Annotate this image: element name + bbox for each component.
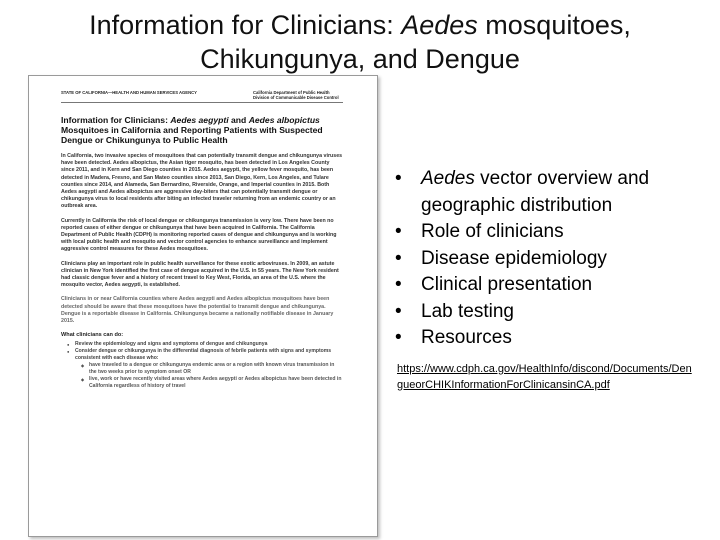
- topic-italic: Aedes: [421, 168, 475, 189]
- doc-title-e: Mosquitoes in California and Reporting Patients with Suspected Dengue or Chikungunya to Public Health: [61, 125, 323, 145]
- doc-paragraph-1: In California, two invasive species of mosquitoes that can potentially transmit dengue and chikungunya viruses have been detected. Aedes albopictus, the Asian tiger mosquito, has been detected in Los Angeles County since 2011, and in Kern and San Diego counties in 2015. Aedes aegypti, the yellow fever mosquito, has been detected in Madera, Fresno, and San Mateo counties since 2013, San Diego, Kern, Los Angeles, and Tulare counties since 2014, and Alameda, San Bernardino, Riverside, Orange, and Imperial counties in 2015. Both Aedes aegypti and Aedes albopictus are aggressive day-biters that can potentially transmit dengue or chikungunya virus to local residents after biting an infected traveler returning from an endemic country or an outbreak area.: [61, 153, 343, 210]
- title-part3: mosquitoes,: [477, 10, 631, 40]
- doc-subheading: What clinicians can do:: [61, 332, 124, 339]
- document-thumbnail: [28, 75, 378, 537]
- bullet-glyph: •: [395, 274, 402, 295]
- doc-bullet-2: ● Consider dengue or chikungunya in the differential diagnosis of febrile patients with signs and symptoms consistent with each disease who:: [61, 348, 343, 362]
- document-body: [61, 90, 343, 390]
- bullet-glyph: •: [395, 327, 402, 348]
- title-part1: Information for Clinicians:: [89, 10, 402, 40]
- header-dept-line1: California Department of Public Health: [253, 90, 330, 95]
- document-header: [61, 90, 343, 100]
- doc-paragraph-2: Currently in California the risk of local dengue or chikungunya transmission is very low. There have been no reported cases of either dengue or chikungunya that have been acquired in California. The California Department of Public Health (CDPH) is monitoring reported cases of dengue and chikungunya and is working with local public health and mosquito and vector control agencies to enhance surveillance and implement aggressive control measures for these Aedes mosquitoes.: [61, 217, 337, 253]
- topic-item-clinical: [393, 272, 713, 299]
- bullet-glyph: •: [395, 221, 402, 242]
- doc-title-b: Aedes aegypti: [170, 115, 229, 125]
- doc-bullet-1: ● Review the epidemiology and signs and symptoms of dengue and chikungunya: [61, 341, 343, 348]
- header-divider: [61, 102, 343, 103]
- doc-paragraph-3: Clinicians play an important role in public health surveillance for these exotic arboviruses. In 2009, an astute clinician in New York identified the first case of dengue acquired in the U.S. in 55 years. The New York resident had classic dengue fever and a history of recent travel to Key West, Florida, an area of the U.S. where the mosquito vector, Aedes aegypti, is established.: [61, 260, 339, 289]
- header-agency: STATE OF CALIFORNIA—HEALTH AND HUMAN SERVICES AGENCY: [61, 90, 197, 95]
- topic-text: Clinical presentation: [421, 274, 593, 295]
- doc-title-a: Information for Clinicians:: [61, 115, 171, 125]
- header-department: [253, 90, 343, 100]
- topic-list: [393, 166, 713, 352]
- topic-item-lab: [393, 299, 713, 326]
- topic-item-epidemiology: [393, 246, 713, 273]
- topic-item-role: [393, 219, 713, 246]
- doc-subbullet-2: ◆ live, work or have recently visited areas where Aedes aegypti or Aedes albopictus have been detected in California regardless of history of travel: [61, 376, 343, 390]
- topic-text: Lab testing: [421, 300, 514, 322]
- document-title: [61, 115, 343, 145]
- topic-item-resources: [393, 325, 713, 352]
- topic-text: Disease epidemiology: [421, 247, 607, 269]
- topic-text: vector overview and geographic distribution: [421, 168, 650, 216]
- doc-subbullet-1: ◆ have traveled to a dengue or chikungunya endemic area or a region with known virus transmission in the two weeks prior to symptom onset OR: [61, 362, 343, 376]
- slide-title: [0, 8, 720, 76]
- title-line2: Chikungunya, and Dengue: [200, 44, 520, 74]
- resource-link[interactable]: https://www.cdph.ca.gov/HealthInfo/discond/Documents/DengueorCHIKInformationForClinicansinCA.pdf: [397, 363, 692, 391]
- doc-title-d: Aedes albopictus: [248, 115, 320, 125]
- bullet-glyph: •: [395, 168, 402, 189]
- topic-text: Resources: [421, 327, 512, 348]
- doc-title-c: and: [228, 115, 249, 125]
- topic-item-vector: [393, 166, 713, 219]
- doc-paragraph-4: Clinicians in or near California counties where Aedes aegypti and Aedes albopictus mosquitoes have been detected should be aware that these mosquitoes have the potential to transmit dengue and chikungunya. Dengue is a reportable disease in California. Chikungunya became a nationally notifiable disease in January 2015.: [61, 296, 334, 325]
- title-aedes: Aedes: [401, 10, 478, 40]
- header-dept-line2: Division of Communicable Disease Control: [253, 95, 339, 100]
- topic-text: Role of clinicians: [421, 221, 564, 242]
- bullet-glyph: •: [395, 247, 402, 269]
- bullet-glyph: •: [395, 300, 402, 322]
